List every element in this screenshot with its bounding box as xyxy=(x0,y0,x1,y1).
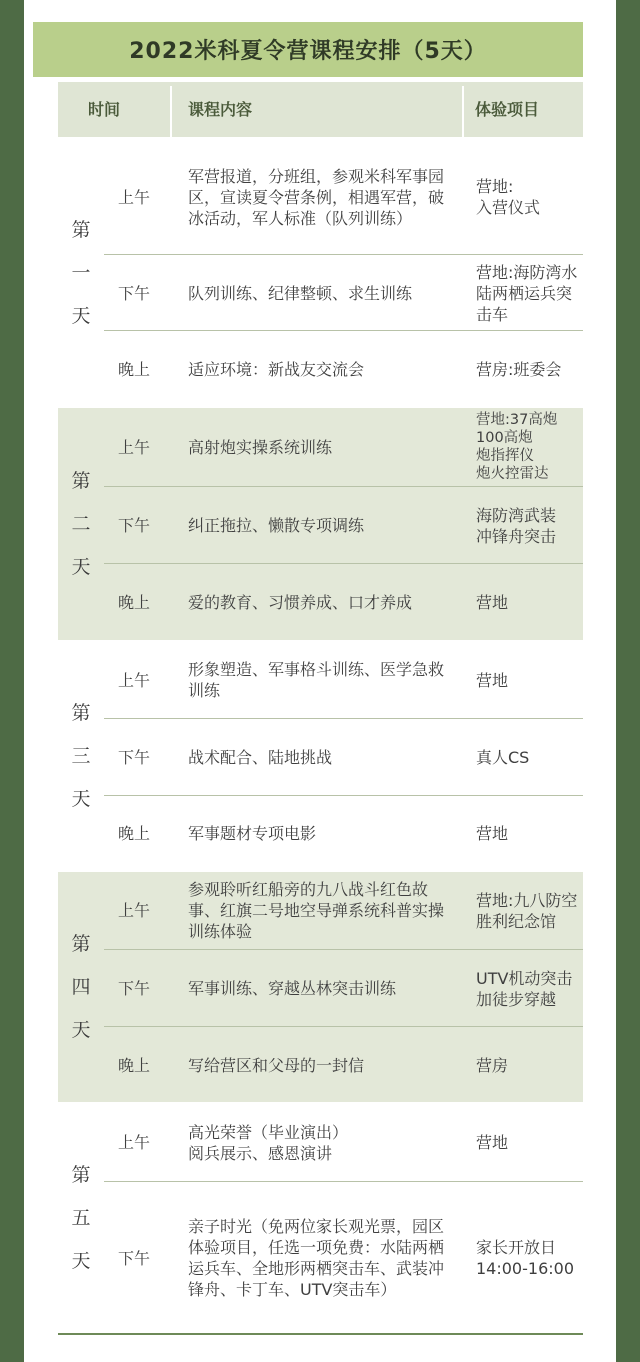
period-cell: 晚上 xyxy=(118,593,151,612)
day-char: 第 xyxy=(71,932,91,955)
item-cell xyxy=(476,950,586,1027)
item-cell: 营地 xyxy=(476,670,509,690)
content-cell: 参观聆听红船旁的九八战斗红色故事、红旗二号地空导弹系统科普实操训练体验 xyxy=(188,880,445,941)
day-rows-1 xyxy=(104,140,583,406)
item-cell: 营房 xyxy=(476,1055,509,1075)
day-char: 四 xyxy=(71,975,91,998)
header-divider xyxy=(462,86,464,137)
table-row xyxy=(104,795,583,871)
content-cell: 爱的教育、习惯养成、口才养成 xyxy=(188,593,413,612)
day-rows-4 xyxy=(104,872,583,1102)
content-cell: 战术配合、陆地挑战 xyxy=(188,748,333,767)
day-char: 一 xyxy=(71,261,91,284)
table-bottom-border xyxy=(58,1333,583,1335)
table-row xyxy=(104,949,583,1027)
day-label-2 xyxy=(58,408,104,640)
day-char: 五 xyxy=(71,1207,91,1229)
day-rows-5 xyxy=(104,1104,583,1333)
day-char: 第 xyxy=(71,218,91,241)
table-row xyxy=(104,563,583,641)
period-cell: 上午 xyxy=(118,901,151,920)
content-text: 高光荣誉（毕业演出） 阅兵展示、感恩演讲 xyxy=(188,1122,349,1163)
item-cell: 营地 xyxy=(476,1133,509,1152)
header-time: 时间 xyxy=(88,100,121,119)
content-cell: 亲子时光（免两位家长观光票，园区体验项目，任选一项免费：水陆两栖运兵车、全地形两栖突击车、武装冲锋舟、卡丁车、UTV突击车） xyxy=(188,1217,445,1299)
day-char: 天 xyxy=(71,304,91,327)
day-char: 天 xyxy=(71,1250,91,1272)
item-text: 家长开放日 14:00-16:00 xyxy=(476,1238,574,1278)
period-cell: 上午 xyxy=(118,437,151,457)
day-label-5 xyxy=(58,1104,104,1333)
item-text: UTV机动突击 加徒步穿越 xyxy=(476,968,573,1009)
header-content: 课程内容 xyxy=(188,100,253,119)
day-char: 第 xyxy=(71,701,91,724)
day-label-3 xyxy=(58,642,104,870)
day-char: 三 xyxy=(71,744,91,767)
table-row xyxy=(104,486,583,564)
content-cell: 高射炮实操系统训练 xyxy=(188,437,333,457)
period-cell: 上午 xyxy=(118,670,151,690)
content-cell: 队列训练、纪律整顿、求生训练 xyxy=(188,283,413,303)
table-row xyxy=(104,254,583,331)
table-row xyxy=(104,1104,583,1181)
header-divider xyxy=(170,86,172,137)
table-row xyxy=(104,1026,583,1103)
table-row xyxy=(104,718,583,796)
day-char: 二 xyxy=(71,512,91,535)
day-char: 天 xyxy=(71,1018,91,1041)
period-cell: 下午 xyxy=(118,516,151,535)
content-cell: 军事训练、穿越丛林突击训练 xyxy=(188,979,397,998)
period-cell: 下午 xyxy=(118,979,151,998)
content-cell: 纠正拖拉、懒散专项调练 xyxy=(188,516,365,535)
day-char: 天 xyxy=(71,555,91,578)
content-cell xyxy=(188,1104,458,1181)
table-row xyxy=(104,1181,583,1334)
content-cell: 形象塑造、军事格斗训练、医学急救训练 xyxy=(188,660,445,700)
table-row xyxy=(104,642,583,718)
item-cell: 真人CS xyxy=(476,748,530,767)
period-cell: 晚上 xyxy=(118,824,151,843)
day-rows-3 xyxy=(104,642,583,870)
day-rows-2 xyxy=(104,408,583,640)
table-row xyxy=(104,140,583,254)
content-cell: 写给营区和父母的一封信 xyxy=(188,1055,365,1075)
item-cell xyxy=(476,140,586,254)
period-cell: 上午 xyxy=(118,1133,151,1152)
content-cell: 军事题材专项电影 xyxy=(188,824,317,843)
item-cell xyxy=(476,487,586,564)
period-cell: 晚上 xyxy=(118,359,151,379)
period-cell: 下午 xyxy=(118,283,151,303)
item-cell: 营地:九八防空胜利纪念馆 xyxy=(476,890,578,931)
day-label-1 xyxy=(58,140,104,406)
item-cell xyxy=(476,408,586,486)
item-text: 营地: 入营仪式 xyxy=(476,177,541,217)
period-cell: 上午 xyxy=(118,187,151,207)
item-cell: 营地:海防湾水陆两栖运兵突击车 xyxy=(476,262,578,324)
day-char: 第 xyxy=(71,1164,91,1186)
table-row xyxy=(104,872,583,949)
content-cell: 适应环境：新战友交流会 xyxy=(188,359,365,379)
item-text: 海防湾武装 冲锋舟突击 xyxy=(476,505,557,546)
item-text: 营地:37高炮 100高炮 炮指挥仪 炮火控雷达 xyxy=(476,412,558,482)
item-cell: 营地 xyxy=(476,824,509,843)
item-cell: 营地 xyxy=(476,593,509,612)
content-cell: 军营报道，分班组，参观米科军事园区，宣读夏令营条例，相遇军营，破冰活动，军人标准（队列训练） xyxy=(188,166,445,228)
item-cell xyxy=(476,1182,586,1334)
table-row xyxy=(104,330,583,407)
period-cell: 下午 xyxy=(118,1248,151,1268)
day-char: 天 xyxy=(71,787,91,810)
table-header xyxy=(58,82,583,137)
table-row xyxy=(104,408,583,486)
day-char: 第 xyxy=(71,469,91,492)
period-cell: 晚上 xyxy=(118,1055,151,1075)
page-title: 2022米科夏令营课程安排（5天） xyxy=(33,22,583,77)
header-item: 体验项目 xyxy=(475,100,540,119)
period-cell: 下午 xyxy=(118,748,151,767)
item-cell: 营房:班委会 xyxy=(476,359,562,379)
day-label-4 xyxy=(58,872,104,1102)
